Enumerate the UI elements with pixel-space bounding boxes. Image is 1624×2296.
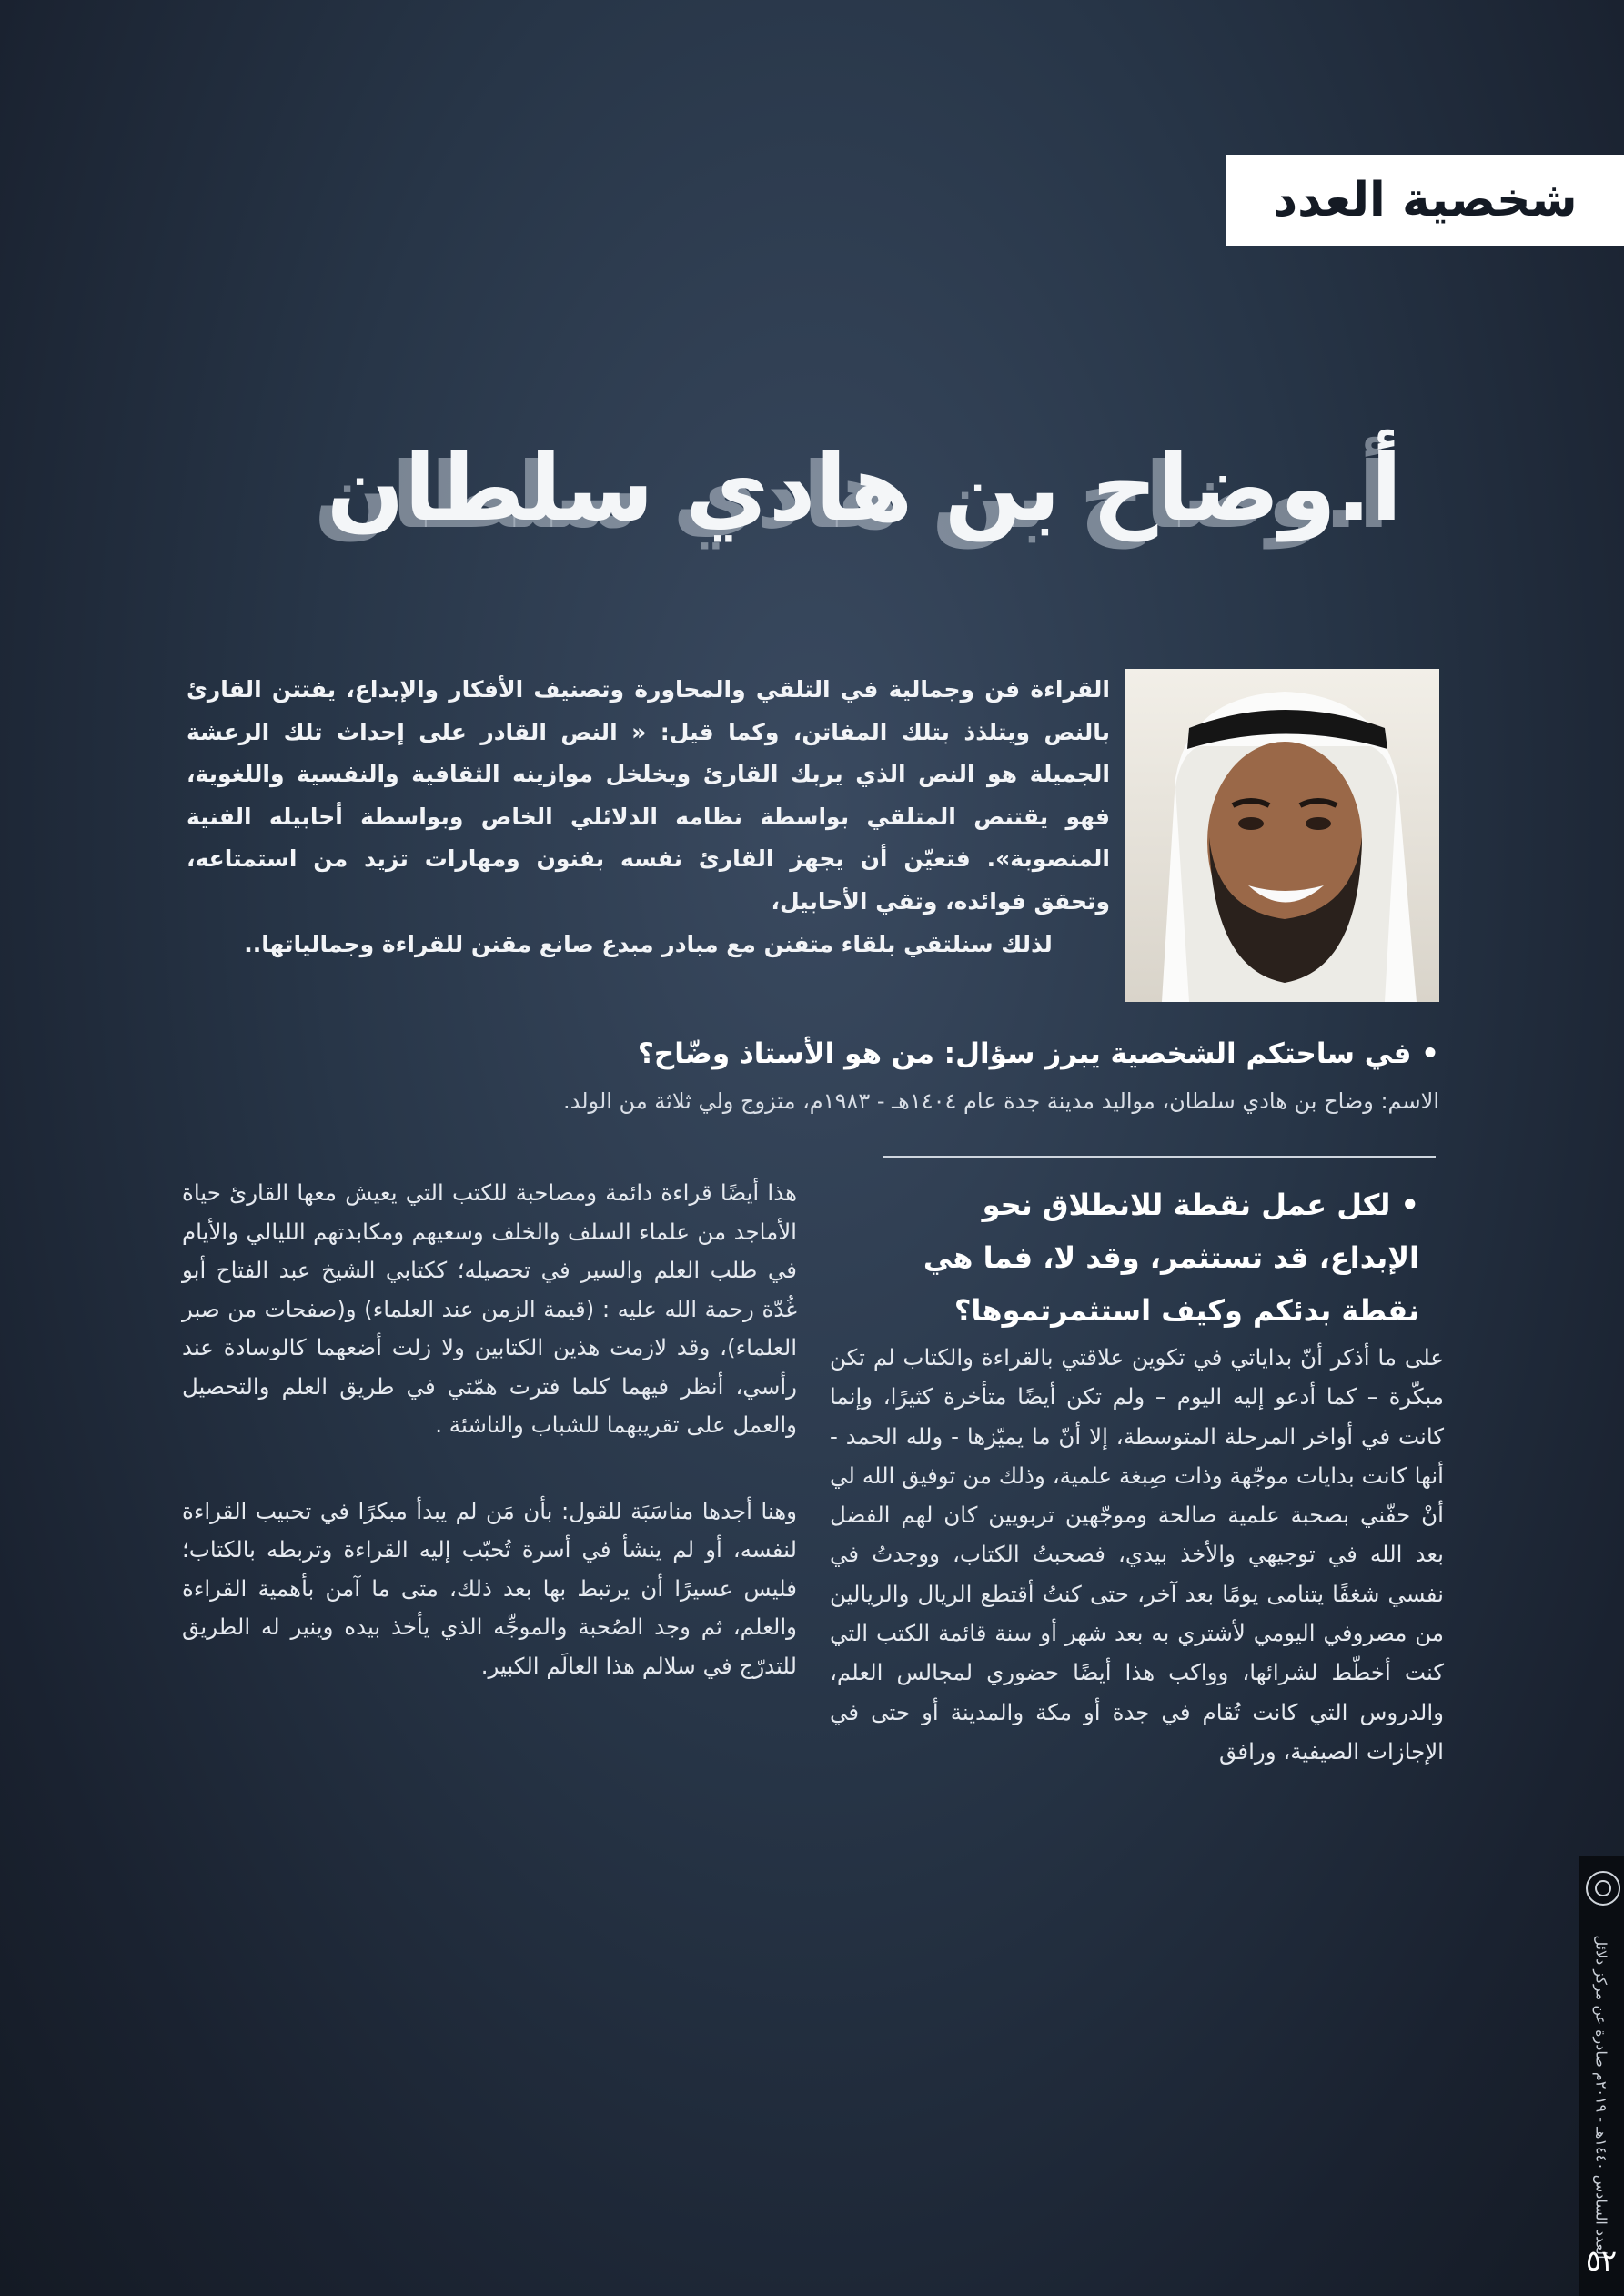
section-divider — [883, 1156, 1436, 1158]
interviewee-name-title: أ.وضاح بن هادي سلطان — [327, 435, 1402, 541]
question-who-is-wadah: • في ساحتكم الشخصية يبرز سؤال: من هو الأستاذ وضّاح؟ — [637, 1037, 1439, 1070]
left-text-column — [182, 1174, 797, 1733]
intro-closing-line: لذلك سنلتقي بلقاء متفنن مع مبادر مبدع صانع مقنن للقراءة وجمالياتها.. — [244, 930, 1053, 957]
question-starting-point: • لكل عمل نقطة للانطلاق نحو الإبداع، قد تستثمر، وقد لا، فما هي نقطة بدئكم وكيف استثمرتموها؟ — [923, 1188, 1419, 1328]
intro-paragraph — [187, 669, 1110, 966]
intro-text: القراءة فن وجمالية في التلقي والمحاورة وتصنيف الأفكار والإبداع، يفتتن القارئ بالنص ويتلذذ بتلك المفاتن، وكما قيل: « النص القادر على إحداث تلك الرعشة الجميلة هو النص الذي يربك القارئ ويخلخل موازينه الثقافية والنفسية واللغوية، فهو يقتنص المتلقي بواسطة نظامه الدلائلي الخاص وبواسطة أحابيله الفنية المنصوبة». فتعيّن أن يجهز القارئ نفسه بفنون ومهارات تزيد من استمتاعه، وتحقق فوائده، وتقي الأحابيل، — [187, 676, 1110, 915]
interviewee-portrait — [1125, 669, 1439, 1002]
portrait-illustration — [1125, 669, 1439, 1002]
left-column-paragraph-1: هذا أيضًا قراءة دائمة ومصاحبة للكتب التي يعيش معها القارئ حياة الأماجد من علماء السلف والخلف وسعيهم ومكابدتهم الليالي والأيام في طلب العلم والسير في تحصيله؛ ككتابي الشيخ عبد الفتاح أبو غُدّة رحمة الله عليه : (قيمة الزمن عند العلماء) و(صفحات من صبر العلماء)، وقد لازمت هذين الكتابين ولا زلت أضعهما كالوسادة عند رأسي، أنظر فيهما كلما فترت همّتي في طريق العلم والتحصيل والعمل على تقريبهما للشباب والناشئة . — [182, 1179, 797, 1438]
issue-info: العدد السادس ١٤٤٠هـ - ٢٠١٩م صادرة عن مركز دلائل — [1592, 1935, 1610, 2260]
left-column-paragraph-2: وهنا أجدها مناسَبَة للقول: بأن مَن لم يبدأ مبكرًا في تحبيب القراءة لنفسه، أو لم ينشأ في أسرة تُحبّب إليه القراءة وتربطه بالكتاب؛ فليس عسيرًا أن يرتبط بها بعد ذلك، متى ما آمن بأهمية القراءة والعلم، ثم وجد الصُحبة والموجِّه الذي يأخذ بيده وينير له الطريق للتدرّج في سلالم هذا العالَم الكبير. — [182, 1497, 797, 1679]
answer-starting-point: على ما أذكر أنّ بداياتي في تكوين علاقتي بالقراءة والكتاب لم تكن مبكّرة – كما أدعو إليه اليوم – ولم تكن أيضًا متأخرة كثيرًا، وإنما كانت في أواخر المرحلة المتوسطة، إلا أنّ ما يميّزها - ولله الحمد - أنها كانت بدايات موجّهة وذات صِبغة علمية، وذلك من توفيق الله لي أنْ حفّني بصحبة علمية صالحة وموجّهين تربويين كان لهم الفضل بعد الله في توجيهي والأخذ بيدي، فصحبتُ الكتاب، ووجدتُ في نفسي شغفًا يتنامى يومًا بعد آخر، حتى كنتُ أقتطع الريال والريالين من مصروفي اليومي لأشتري به بعد شهر أو سنة قائمة الكتب التي كنت أخطّط لشرائها، وواكب هذا أيضًا حضوري لمجالس العلم، والدروس التي كانت تُقام في جدة أو مكة والمدينة أو حتى في الإجازات الصيفية، ورافق — [830, 1344, 1444, 1765]
answer-biography: الاسم: وضاح بن هادي سلطان، مواليد مدينة جدة عام ١٤٠٤هـ - ١٩٨٣م، متزوج ولي ثلاثة من الولد. — [563, 1088, 1439, 1114]
dalail-logo-icon — [1586, 1871, 1620, 1906]
footer-side-strip — [1579, 1856, 1624, 2296]
section-tag: شخصية العدد — [1226, 155, 1624, 246]
page-number: ٥٢ — [1585, 2243, 1618, 2278]
